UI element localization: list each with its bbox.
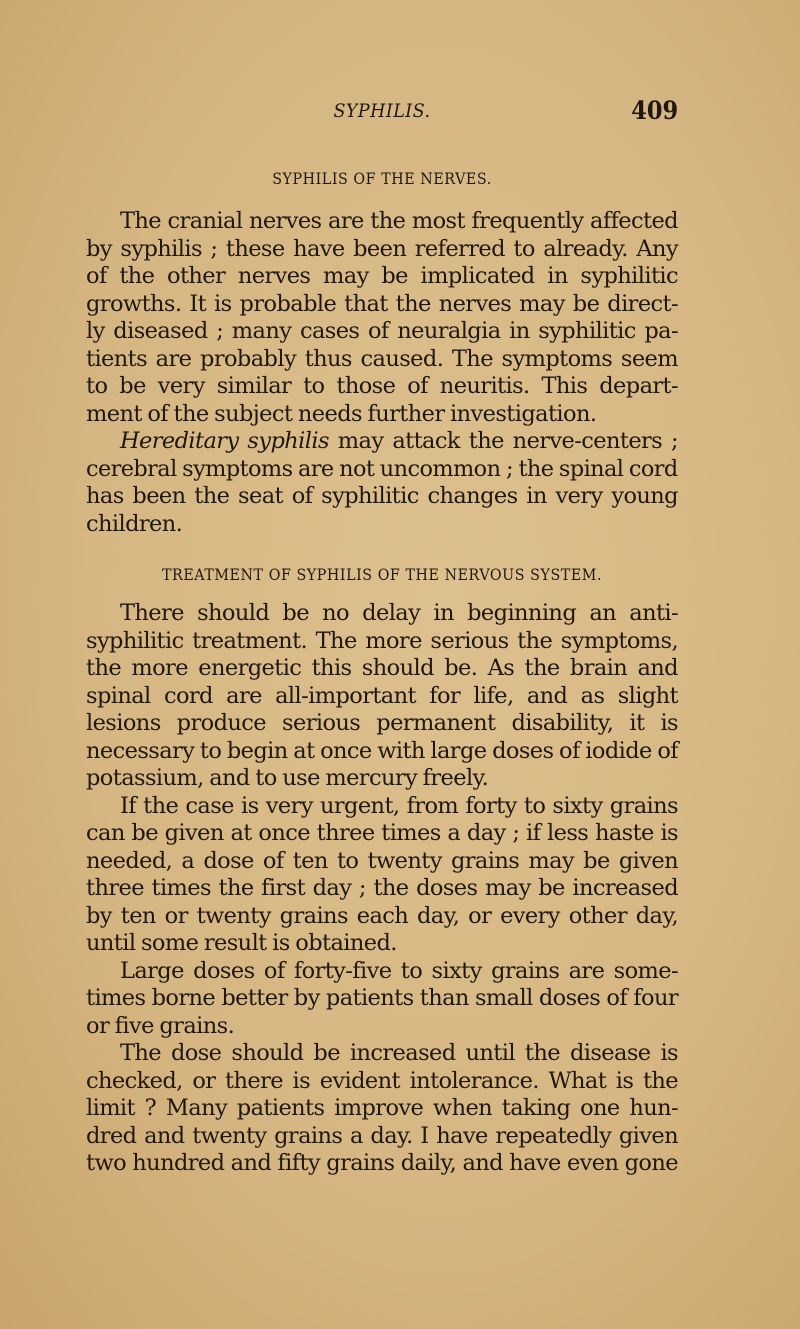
text-line: tients are probably thus caused. The symptoms seem — [86, 345, 678, 372]
text-line: to be very similar to those of neuritis. This depart- — [86, 373, 678, 399]
text-line: potassium, and to use mercury freely. — [86, 765, 489, 791]
text-line: the more energetic this should be. As the brain and — [86, 655, 678, 681]
text-line: by syphilis ; these have been referred to already. Any — [86, 235, 678, 262]
text-line: lesions produce serious permanent disability, it is — [86, 710, 678, 736]
text-line: limit ? Many patients improve when taking one hun- — [86, 1095, 678, 1121]
text-line: three times the first day ; the doses may be increased — [86, 875, 678, 901]
text-line: has been the seat of syphilitic changes in very young — [86, 483, 678, 509]
text-line: until some result is obtained. — [86, 930, 397, 956]
running-title: SYPHILIS. — [333, 100, 431, 122]
section-body-syphilis-of-nerves — [86, 208, 678, 538]
text-line: or five grains. — [86, 1012, 235, 1039]
text-line: of the other nerves may be implicated in syphilitic — [86, 263, 678, 289]
text-line: The cranial nerves are the most frequently affected — [120, 208, 678, 234]
section-heading-treatment: TREATMENT OF SYPHILIS OF THE NERVOUS SYSTEM. — [161, 566, 603, 584]
text-line: can be given at once three times a day ; if less haste is — [86, 820, 678, 846]
text-line: ly diseased ; many cases of neuralgia in syphilitic pa- — [86, 318, 678, 344]
text-line: syphilitic treatment. The more serious the symptoms, — [86, 627, 678, 654]
section-heading-syphilis-of-nerves: SYPHILIS OF THE NERVES. — [272, 170, 492, 188]
text-line: needed, a dose of ten to twenty grains may be given — [86, 847, 678, 874]
text-line: necessary to begin at once with large doses of iodide of — [86, 737, 678, 764]
text-line: ment of the subject needs further investigation. — [86, 400, 597, 427]
text-line: cerebral symptoms are not uncommon ; the spinal cord — [86, 455, 678, 482]
text-line: Hereditary syphilis may attack the nerve-centers ; — [120, 428, 678, 454]
text-line: children. — [86, 510, 183, 537]
text-line: two hundred and fifty grains daily, and have even gone — [86, 1150, 678, 1176]
text-line: spinal cord are all-important for life, and as slight — [86, 682, 678, 709]
italic-term: Hereditary syphilis — [120, 428, 329, 454]
text-line: checked, or there is evident intolerance. What is the — [86, 1067, 678, 1094]
page-number: 409 — [631, 96, 678, 125]
text-line: If the case is very urgent, from forty to sixty grains — [120, 792, 678, 819]
text-line: growths. It is probable that the nerves may be direct- — [86, 290, 678, 317]
text-line: by ten or twenty grains each day, or every other day, — [86, 902, 678, 929]
running-head — [86, 96, 678, 130]
text-line: The dose should be increased until the disease is — [120, 1040, 678, 1066]
text-line: times borne better by patients than small doses of four — [86, 985, 678, 1011]
text-line: dred and twenty grains a day. I have repeatedly given — [86, 1122, 678, 1149]
text-line: There should be no delay in beginning an anti- — [120, 600, 678, 626]
text-line: Large doses of forty-five to sixty grains are some- — [120, 957, 678, 984]
section-body-treatment — [86, 600, 678, 1178]
